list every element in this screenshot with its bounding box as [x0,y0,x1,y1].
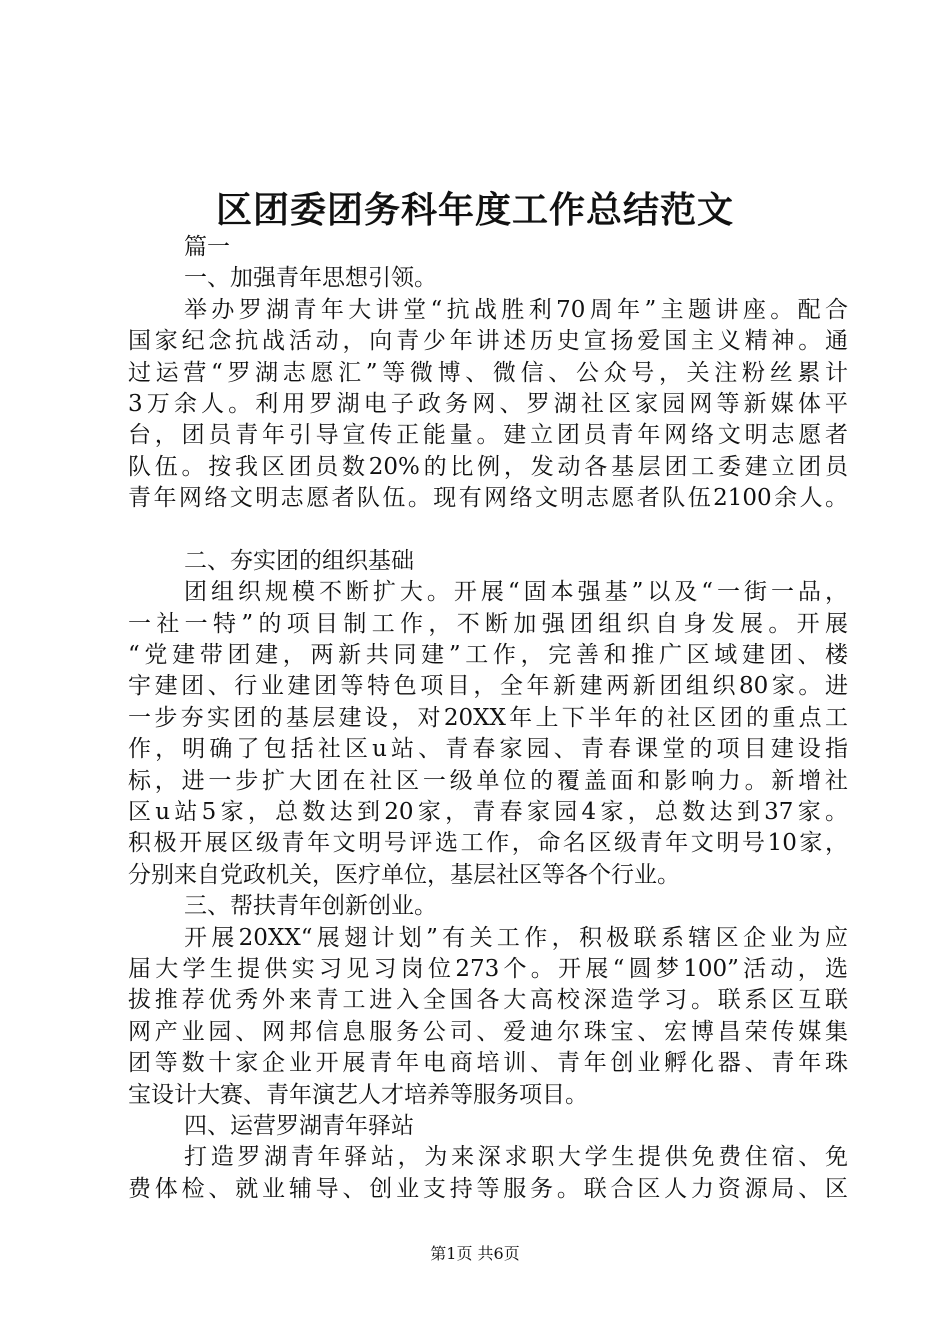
blank-line [128,515,848,546]
section-heading: 二、夯实团的组织基础 [184,547,414,574]
section-heading: 一、加强青年思想引领。 [184,265,437,292]
paragraph-line: 拔推荐优秀外来青工进入全国各大高校深造学习。联系区互联 [128,987,848,1014]
paragraph-line: 团等数十家企业开展青年电商培训、青年创业孵化器、青年珠 [128,1050,848,1077]
section-heading: 三、帮扶青年创新创业。 [184,893,437,920]
paragraph-line: 青年网络文明志愿者队伍。现有网络文明志愿者队伍2100余人。 [128,485,848,512]
paragraph-line: 区u站5家，总数达到20家，青春家园4家，总数达到37家。 [128,799,848,826]
paragraph-line: 届大学生提供实习见习岗位273个。开展“圆梦100”活动，选 [128,955,848,982]
paragraph-line: 分别来自党政机关，医疗单位，基层社区等各个行业。 [128,861,680,888]
paragraph-line: 一社一特”的项目制工作，不断加强团组织自身发展。开展 [128,610,848,637]
paragraph-line: 宇建团、行业建团等特色项目，全年新建两新团组织80家。进 [128,673,848,700]
paragraph-line: “党建带团建，两新共同建”工作，完善和推广区域建团、楼 [128,642,848,669]
page-number-footer: 第1页 共6页 [430,1244,520,1263]
paragraph-line: 团组织规模不断扩大。开展“固本强基”以及“一街一品， [184,579,848,606]
paragraph-line: 台，团员青年引导宣传正能量。建立团员青年网络文明志愿者 [128,422,848,449]
paragraph-line: 开展20XX“展翅计划”有关工作，积极联系辖区企业为应 [184,924,848,951]
paragraph-line: 打造罗湖青年驿站，为来深求职大学生提供免费住宿、免 [184,1144,848,1171]
paragraph-line: 队伍。按我区团员数20%的比例，发动各基层团工委建立团员 [128,453,848,480]
paragraph-line: 宝设计大赛、青年演艺人才培养等服务项目。 [128,1081,588,1108]
document-body [128,232,848,1205]
paragraph-line: 一步夯实团的基层建设，对20XX年上下半年的社区团的重点工 [128,704,848,731]
paragraph-line: 3万余人。利用罗湖电子政务网、罗湖社区家园网等新媒体平 [128,390,848,417]
paragraph-line: 费体检、就业辅导、创业支持等服务。联合区人力资源局、区 [128,1175,848,1202]
paragraph-line: 网产业园、网邦信息服务公司、爱迪尔珠宝、宏博昌荣传媒集 [128,1018,848,1045]
section-heading: 四、运营罗湖青年驿站 [184,1112,414,1139]
paragraph-line: 国家纪念抗战活动，向青少年讲述历史宣扬爱国主义精神。通 [128,328,848,355]
document-title: 区团委团务科年度工作总结范文 [215,189,734,231]
paragraph-line: 作，明确了包括社区u站、青春家园、青春课堂的项目建设指 [128,736,848,763]
paragraph-line: 标，进一步扩大团在社区一级单位的覆盖面和影响力。新增社 [128,767,848,794]
paragraph-line: 积极开展区级青年文明号评选工作，命名区级青年文明号10家， [128,830,848,857]
paragraph-line: 过运营“罗湖志愿汇”等微博、微信、公众号，关注粉丝累计 [128,359,848,386]
paragraph-line: 举办罗湖青年大讲堂“抗战胜利70周年”主题讲座。配合 [184,296,848,323]
section-heading: 篇一 [184,234,230,260]
